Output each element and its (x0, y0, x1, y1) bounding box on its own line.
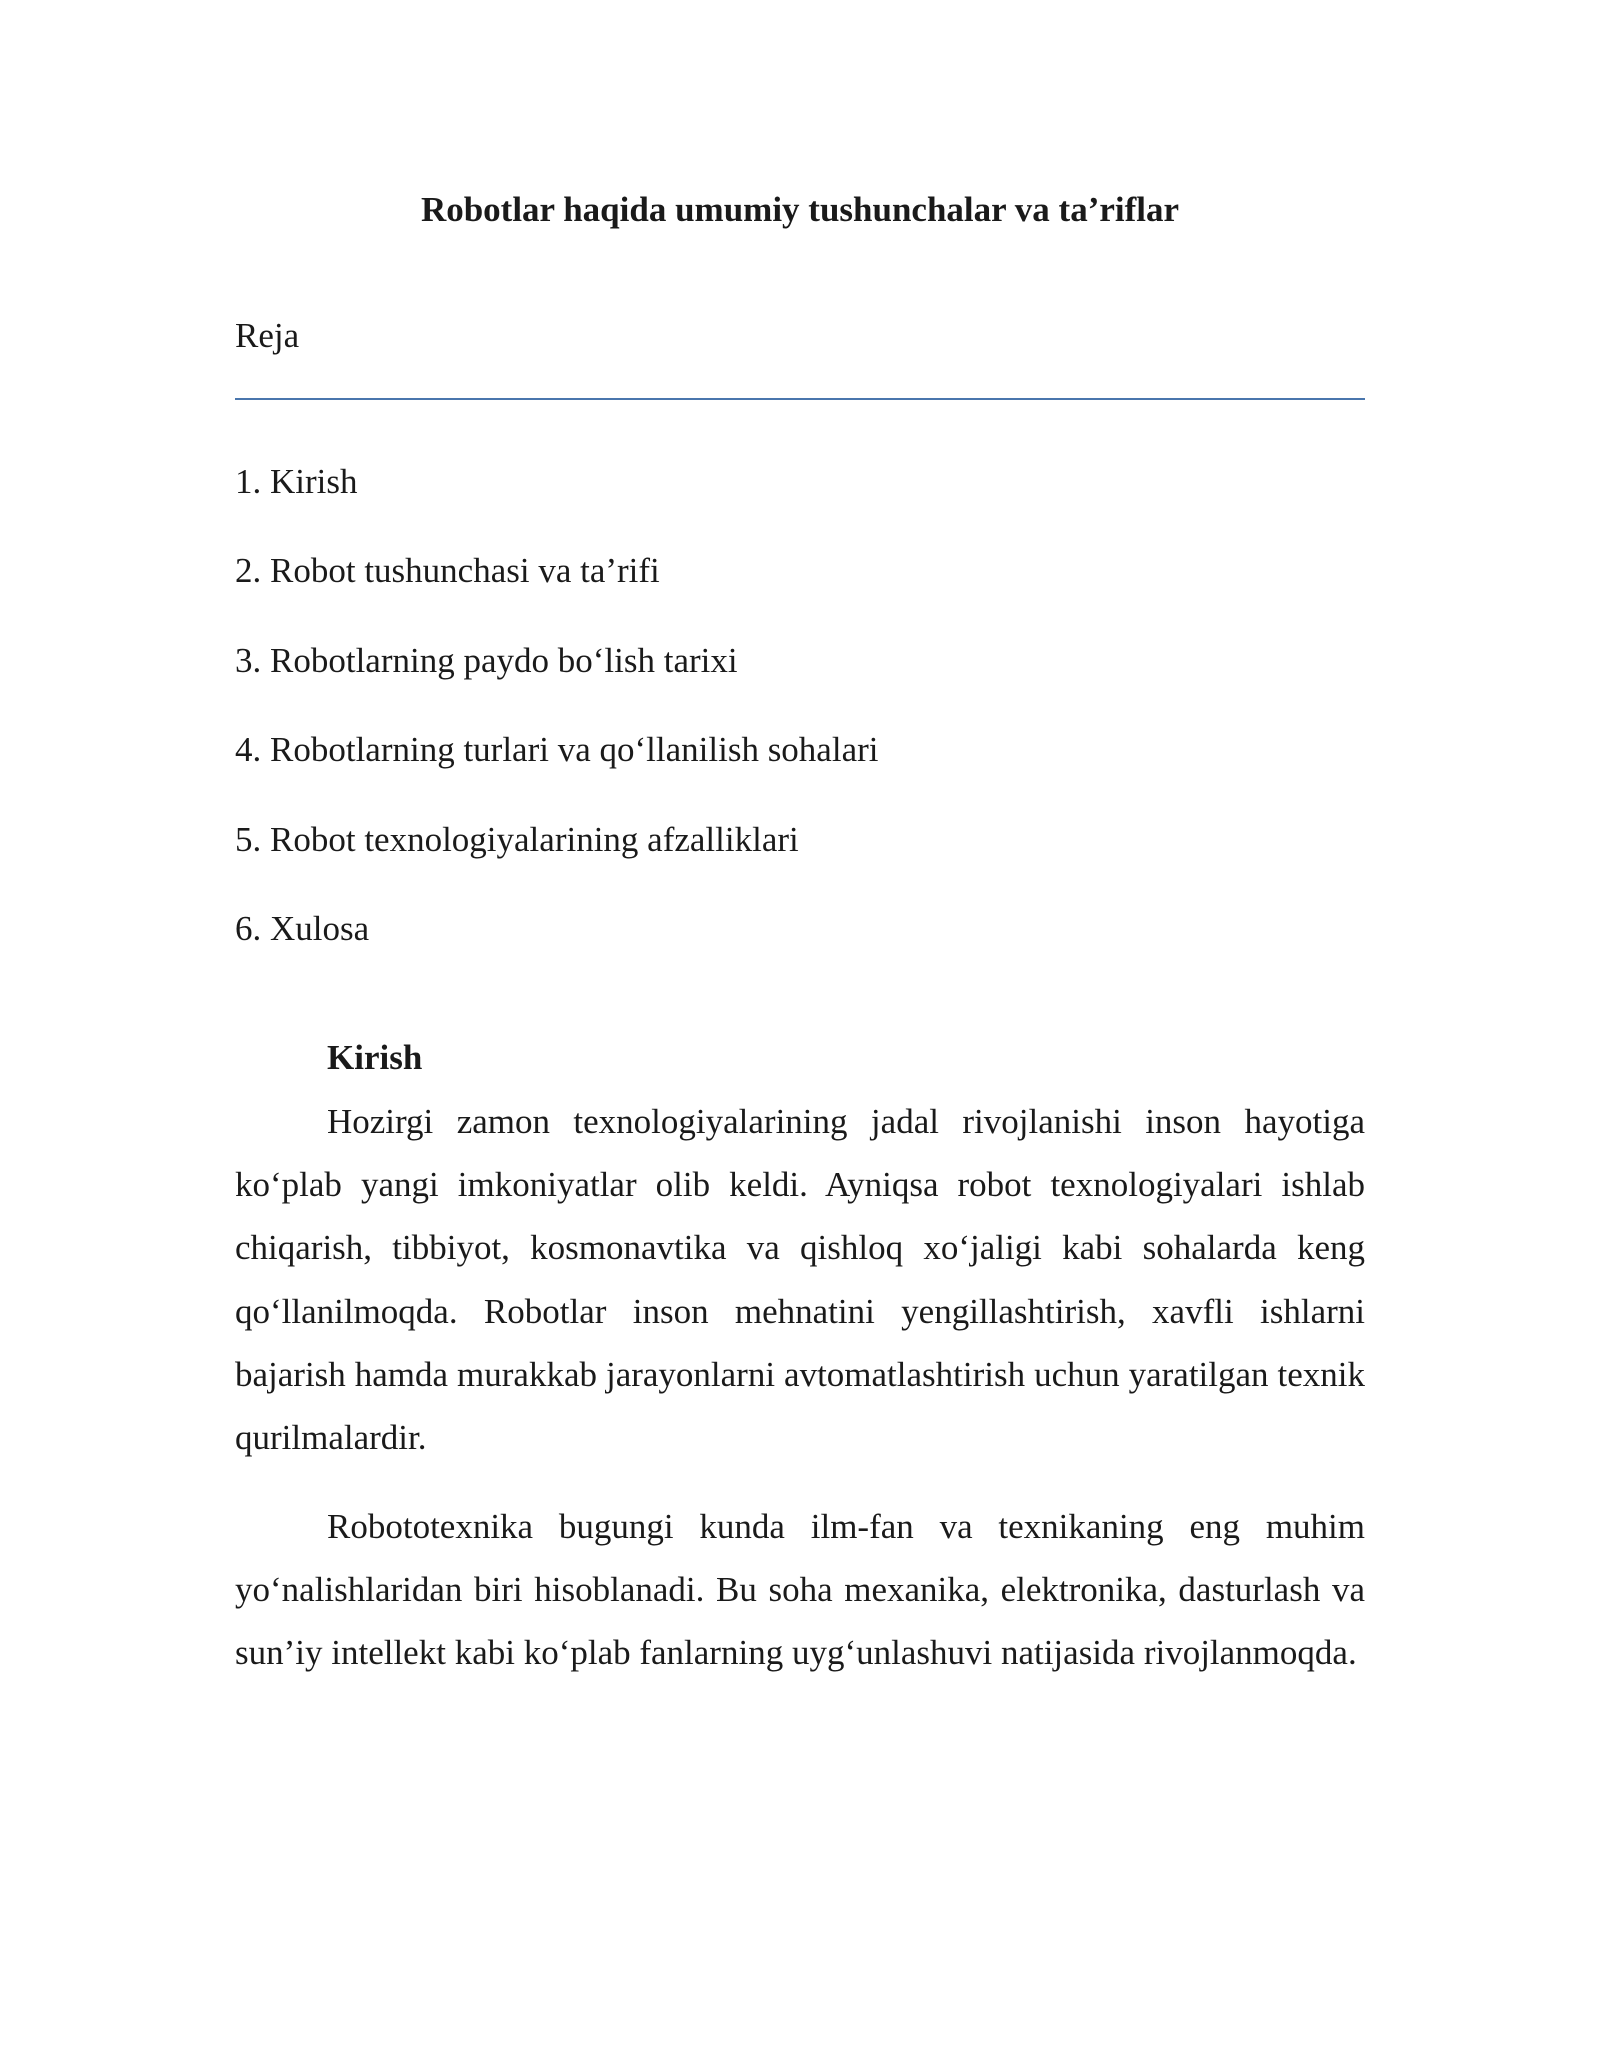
plan-item-afzalliklar: 5. Robot texnologiyalarining afzalliklari (235, 819, 799, 859)
plan-item-robot-tushunchasi: 2. Robot tushunchasi va ta’rifi (235, 551, 660, 591)
plan-item-turlari: 4. Robotlarning turlari va qo‘llanilish sohalari (235, 730, 879, 770)
plan-label: Reja (235, 316, 300, 355)
plan-item-tarix: 3. Robotlarning paydo bo‘lish tarixi (235, 640, 738, 680)
plan-item-kirish: 1. Kirish (235, 462, 358, 501)
plan-divider (235, 398, 1365, 400)
paragraph-2: Robototexnika bugungi kunda ilm-fan va texnikaning eng muhim yo‘nalishlaridan biri hisoblanadi. Bu soha mexanika, elektronika, dasturlash va sun’iy intellekt kabi ko‘plab fanlarning uyg‘unlashuvi natijasida rivojlanmoqda. (235, 1507, 1365, 1673)
section-heading-kirish: Kirish (327, 1038, 423, 1077)
document-title: Robotlar haqida umumiy tushunchalar va ta’riflar (420, 190, 1180, 229)
paragraph-1: Hozirgi zamon texnologiyalarining jadal rivojlanishi inson hayotiga ko‘plab yangi imkoniyatlar olib keldi. Ayniqsa robot texnologiyalari ishlab chiqarish, tibbiyot, kosmonavtika va qishloq xo‘jaligi kabi sohalarda keng qo‘llanilmoqda. Robotlar inson mehnatini yengillashtirish, xavfli ishlarni bajarish hamda murakkab jarayonlarni avtomatlashtirish uchun yaratilgan texnik qurilmalardir. (235, 1102, 1365, 1458)
plan-list (235, 460, 878, 996)
plan-item-xulosa: 6. Xulosa (235, 908, 370, 948)
